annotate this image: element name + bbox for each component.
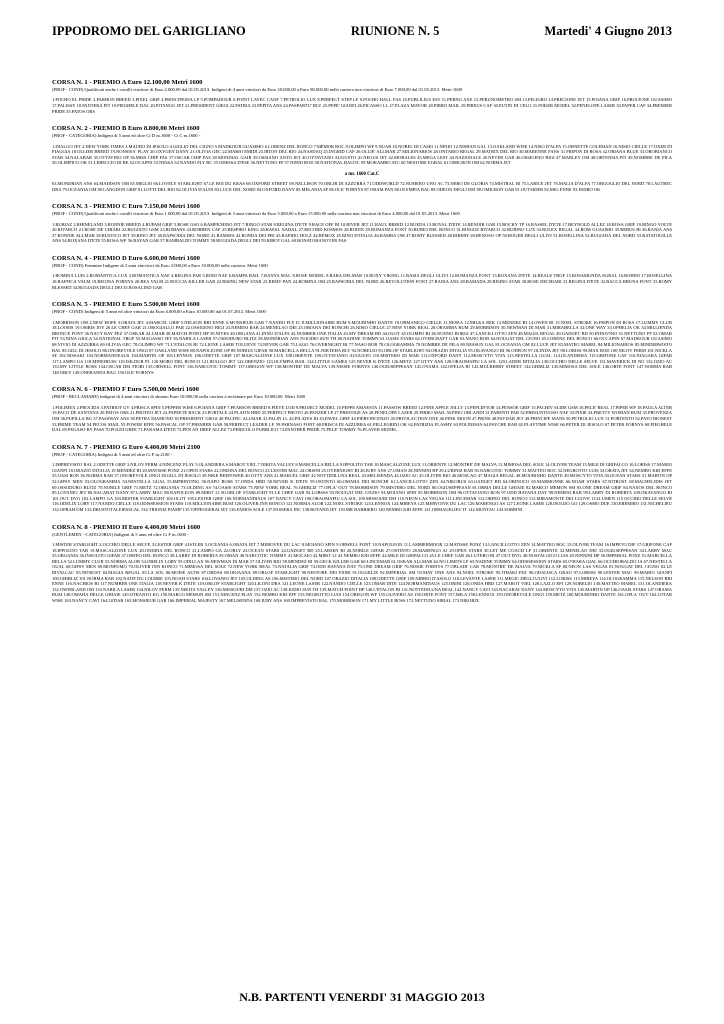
race-conditions: (PROF - COND) Indigeni di 5 anni ed oltre vincitori da Euro 4.000,00 a Euro 10.000,00 dal 01.07.2012. Metri 1600 [52, 309, 266, 315]
race-entries: 1.ROMINA LUIS 2.ROMANTICA LUX 3.ROMANTICA NAF 4.REGINA PAR 5.RODI NAF 6.RAMPA BAIL 7.RANYA MAC 8.ROSE MODEL 9.RARA DELMAR 10.ROXY VIKING 11.RASIA DEGLI ULIVI 12.ROMANZA FONT 13.ROXANA D'ETE 14.REALE TRGF 15.ROSAMUNDA EGRAL 16.ROHINI 17.ROSELLINA 18.RAFFICA VALM 19.REGINA FORNYS 20.REA VALM 21.ROCCIA KILLER GAR 22.RISING NEW STAR 23.REMY PAN 24.ROMINA OM 25.RAPSODIA DEL NORD 26.REVOLUTION FONT 27.RANIA ANS 28.RAMADA 29.RISING STAR 30.ROSE DECHIARI 31.REGINA D'ETE 32.RACCA BRUNA FONT 33.ROMY BLESSED 34.RUGIADA DEGLI DEI 35.ROSALIND GAR [52, 273, 672, 290]
race-entries: 1.IMPREVISTO RAL 2.ODETTE GRIF 3.NILOV FERM 4.NINCENZ PLAY 5.OLANDIERA 6.MAROT VIEL 7.NIKITA VALLEY 8.MARCELLA BELLA 9.IPPOLITO TAB 10.MASCALZONE LUX 11.ORIENTE 12.MONTRE' DE MALVA 13.MIMOSA DEL SOLE 14.OLIVER TEAM 15.MILE DI GRIFALCO 16.LORISS 17.MARIO GIANFI 18.ORAZIO DITALIA 19.MENDEZ BI 20.MATISSE PONZ 21.OPEN STARS 22.ONDINA DEL RONCO 23.LESTER MAC 24.ORSINI 25.OVERNIGHT BI 26.IURY ANS 27.OMAN 28.NINNINI HP 29.LUBINIZ RAB 30.NARCOTIC TOMMY 31.MATTEO ROC 32.NEGROTTO LUIS 33.ORATA JET 34.NEMBO KID EFFE 35.OASI RON 36.NORMA RAB 37.ONOREVOLE ONGI 38.GILL DI JESOLO 39.NIKE BEEPOWER 40.OTTY ANS 41.MARCEL GRIF 42.NOTTIDILUNA REAL 43.MELISENDA 44.OZIO AC 45.OLIVER BIO 46.MOSCAO 47.MAGIA REGAL 48.MOURINHO DANTE 49.MOSCYTO VITA 50.OCEAN STARS 51.MARTIN OP 52.GIPSY MEN 53.OLOGRAMMA 54.NESTELLA GUAL 55.IMPRINTING 56.NAPO ROSE 57.ONDA HBD 58.NEVER K D'ETE 59.OSTINTO 60.OMAHA DEI RONCHI 61.LANCILLOTTO ZEN 62.NIKOBUS 63.GADGET BD 64.ORINOCO 65.MARMONNE 66.NOAH STARS 67.NITROST 68.MACHELIDIS JET 69.OSSODURO BLITZ 70.NOBILE GRIF 71.METZ 72.ORGANIA 73.OLDING AS 74.OASIS STARS 75.NEW YORK REAL 76.GHIBLIZ 77.OPLA' OUT 78.MORRISON 79.MISTERO DEL NORD 80.OGIUSEPPESAN 81.ORMA DELLE GHIAIE 82.MARCO MEMON SM 83.ONE DREAM GRIF 84.NAXOS DEL RONCO 85.LOVANIO JET 86.NACARAT DANY 87.LARRY MAC 88.NAPOLEON 89.MIRO' LI 90.ORLOF STARLIGHT 91.LE CHEF GAR 92.LOBSSS 93.NOUGAT DEL CIGNO 94.MOIANO SPIN 95.MORRISON OM 96.OTTAVIANO RON 97.ODD HAVANA DAY 98.NEMESI RAB 99.LARRY DI ROBERTA 100.OKAVANGO BI 101.OUT DVG 102.LAMPO GA 103.MISTER STARLIGHT 104.OLOT 105.LESTER GRIF 106.NORMANDIAUS 107.NANCY CAVI 108.ORAOMAPIU LA SOL 109.MISSOURI DM 110.NEON LAS VEGAS 111.LINCEMAR 112.ORFEO DEL RONCO 113.MIRAMONTE DEI LUOVE 114.LUMEN 115.OCCHIO DELLE SELVE 116.ODELIX LORY 117.NANDO CIELLE 118.ODISSESSION STARS 119.MILLIONAIRE RUM 120.OLIVER INN RONCO 121.NORMA ALOR 122.NOEL STROKE 123.LENNOX 124.MIREYA 125.MERVOIVE DU LAC 126.MARENGO AS 127.LEONE LASER 128.ISOLDO GO 129.OSMO DUE 130.EREMIRO 131.NICHELIEU 132.OPRAH OM 133.DRUSTOTALEIPASCAL 134.TRIONIZ PIAMP 135.TIFPEOGERAI JET 136.FAMOS SOLE 137.PASSERA INC 138.ROTAND JET 139.MR BARBIERO 140.NEMBO KID EFFE 141.ORMAGELIEU IT 142.MUNTAU 143.SORRINI [52, 462, 672, 512]
meeting-number: RIUNIONE N. 5 [350, 24, 440, 38]
race-subtitle: a mt. 1600 Cat.C [344, 171, 380, 177]
race-title: CORSA N. 2 - PREMIO B Euro 8.800,00 Metri 1600 [52, 125, 200, 133]
race-title: CORSA N. 5 - PREMIO E Euro 5.500,00 Metri 1600 [52, 301, 200, 309]
race-conditions: (GENTLEMEN - CATEGORIA) Indigeni di 5 anni ed oltre Ct F m.1600 - [52, 531, 189, 537]
race-entries: 1.POLIMEX 2.PROCIDA 3.PATRIOT GV 4.PRISCA SPIN 5.PEPPER WISE 6.POIANA GRIF 7.PEARSON BREED 8.PIEVE LOD 9.PROJECT MODEL 10.PEPPE AMAESTA 11.PASSOW BREED 12.PINE APPLE JOLLY 13.PEPLEFTOR 14.PENSOE GRIF 15.PACHIV SLIDE GSM 16.PELE' REAL 17.PIPER WF 18.PAULA ALTER 19.PACO DE SANTANA 20.PATOS ORS 21.PROTEO JET 22.PAPEETE BACK 23.PORTALE 24.PLATIN HBD 25.PERFECT PHOTO 26.PANZER LP 27.PRESTIGE AS 28.PENELOPE LASER 29.PIRRO MAIL 30.PINO ORLANDI 31.PARENTI PAR 32.PRESUNTUOSO NAF 33.PIXIE 34.PRETTY WOMAN RUM 35.PROVENZA OM 36.PUPILLA BG 37.PASSWAY ANS 38.PETRA DIAMOND 39.PRESIDENT GIEGI 40.PACIFIC ALLMAR 41.PALIN LL 42.PILATES BI 43.PAVEL GRIF 44.PIERVINCENZO 45.PRIVILACTION ONE 46.PINK MOON 47.PRINS 48.PAYDAR JET 49.PRINCIPE MANS 50.PETROLIO LUX 51.PORTENTO 52.PATO BIONEST 53.PRIME TEAM 54.PECOS MAIL 55.POWER EFFE 56.PASCAL OP 57.PREMIER GAR 58.PERFECT LEADER LF 59.PARNASO FONT 60.PRISCA DI AZZURRA 61.PELLEGRINI OK 62.PATRIZIA FLASHY 63.POLINESIA 64.PSYCHE RAB 65.PLAYTIME WISE 66.PETER DI JESOLO 67.PETER FORNYS 68.PIEGHELE DAL 69.PEGASO BY PASS 70.POLDI GREE 71.PANAMA D'ETE 72.PEN AN DREF ALLEZ 73.PERICOLO PUBBLICO 74.PANTHER PRIDE 75.PELE' TOMMY 76.PLAYER MODEL [52, 404, 672, 433]
race-title: CORSA N. 1 - PREMIO A Euro 12.100,00 Metri 1600 [52, 79, 203, 86]
race-conditions: (PROF - CATEGORIA) Indigeni di 5 anni ed oltre Ct F m.2100 - [52, 451, 173, 457]
meeting-date: Martedi' 4 Giugno 2013 [544, 24, 672, 38]
race-title: CORSA N. 8 - PREMIO H Euro 4.400,00 Metri 1600 [52, 523, 201, 531]
race-6 [52, 386, 672, 432]
race-entries: 1.RUBIAZ 2.RHINELAND 3.RONNIE BREED 4.RUPAM GRIF 5.ROSE GSO 6.RAMPICHINO JET 7.RINGO STAR 8.REGINA D'ETE 9.RACE OFF BI 10.RIVER JET 11.RAUL BREED 12.RUEDA 13.ROYAL D'ETE 14.RENOIR GAR 15.ROCKY TP 16.RASSEL D'ETE 17.REYNOLD ALLEZ 18.ROSA GRIF 19.RINGO VOLTE 20.RIVARCO 21.ROSE DE CHIARI 22.RUGGITO GSM 23.ROMANS 24.ROBBEN CAF 25.RESPIRO KING 26.RAFAL NADAL 27.RECORD KOSMOS 28.RODIN 29.ROMANZA FONT 30.RUBIO DEL RONCO 31.RINGOZ RIVARCO 32.RUBINO LUX 33.ROLEX REGAL 34.ROM GUASIMO 35.REBUS BI 36.RANIA ANS 37.RONNIE ALLMAR 38.RUSTICO JET 39.RINO JET 40.RAPSODIA DEL NORD 41.RAMSES 42.RONDA DEI PRI 43.RAPIDO HOLZ 44.REMOX 45.RINO D'ITALIA 46.RAMBA OM 47.ROMY BLESSED 48.RIBERY 49.RENOSO OP 50.ROGER DEGLI ULIVI 51.ROSELLINA 52.RUGIADA DEL NORD 53.RATATOUILLE ANS 54.ROXANA D'ETE 55.ROSA WF 56.RAYAN GAR 57.RAMBALDO TOMMY 58.RUGIADA DEGLI DEI 59.RIBOT GAL 60.RONATOHANOVER FAS [52, 221, 672, 244]
venue-title: IPPODROMO DEL GARIGLIANO [52, 24, 246, 38]
race-conditions: (PROF - COND) Qualificati anche i cavalli vincitori di Euro 1.000,00 dal 01.05.2013. Indigeni di 3 anni vincitori da Euro 5.000,00 a Euro 15.000,00 nella carriera non vincitori di Euro 4.000,00 dal 01.05.2013. Metri 1600 [52, 211, 460, 217]
race-conditions: (PROF - COND) Qualificati anche i cavalli vincitori di Euro 2.000,00 dal 01.05.2013. Indigeni di 4 anni vincitori da Euro 20.000,00 a Euro 80.000,00 nella carriera non vincitori di Euro 7.000,00 dal 01.05.2013. Metri 1600 [52, 87, 463, 92]
race-card-page [52, 24, 672, 615]
race-title: CORSA N. 4 - PREMIO D Euro 6.600,00 Metri 1600 [52, 254, 200, 262]
race-1 [52, 79, 672, 114]
race-conditions: (PROF - CATEGORIA) Indigeni di 5 anni ed oltre Ct D m.1600 - Ct C m.1600 - [52, 133, 201, 139]
page-header [52, 24, 672, 39]
race-4 [52, 255, 672, 290]
race-conditions: (PROF - COND) Femmine Indigene di 3 anni vincitrici da Euro 3.000,00 a Euro 10.000,00 nella carriera. Metri 1600 [52, 262, 268, 268]
race-title: CORSA N. 7 - PREMIO G Euro 4.400,00 Metri 2100 [52, 443, 201, 451]
footer-note: N.B. PARTENTI VENERDI' 31 MAGGIO 2013 [239, 990, 485, 1004]
race-8 [52, 524, 672, 604]
race-2 [52, 125, 672, 192]
race-entries-second-group: 63.MONDRIAN ANS 64.MADISON OM 65.MIGLIO 66.LOVELY STARLIGHT 67.LE ROI DU KRAS 68.OXFORD STREET 69.NELLISON 70.OBLIR DI AZZURRA 71.ODDWORLD 72.NUMERO UNO AC 73.NERO DE GLORIA 74.MISTRAL BI 75.LARICE JET 76.MALIA D'ALFA 77.ORGOGLIO DEL NORD 78.LAUTREC DRA 79.OCEANIA OM 80.LANGDON GRIF 81.LOTTI DEL RIO 82.OLIVIA D'ALFA 83.LUCE DEL NORD 84.OXFORD DANY 85.MELANIA SF 86.OLE' FORNYS 87.ORAM PAN 88.OLYMPIA BAL 89.ODEON DEGLI DEI 90.OMICRON GAR 91.OUTSIDER 92.MIG ENNE 93.INDRO OK [52, 180, 672, 192]
race-entries: 1.POCHO EL PRIDE 2.PARHON BREED 3.PIXEL GRIF 4.PRINCIPESSA LP 5.POMPADOUR 6.POINT LAVEC CANF 7.PETROLIO LUX 8.PERFECT STEP LF 9.POCHO HALL FAS 10.PUBLILIUS EST 11.PERNO AXE 12.PERUNOMETRO SM 13.PELIGRO 14.PRECIONE JET 15.POIANA GRIF 16.PROCIONE GUASIMO 17.PALISSY 18.PANTERA PIT 19.PIEGHELE DAL 20.PITANGO JET 21.PRESIDENT GIEGI 22.PATRIA 23.PEPITA ANS 24.PASPARTU' BLV 25.PEPE' GIANFI 26.PICASSO LL 27.PLAZA MAYOR 28.PIRRO MAIL 29.PIREUS CAF 30.PUTIN DI CELO 31.POKER MODEL 32.PENELOPE LASER 33.PAPER CAF 34.PREMIER PRIDE 35.PATOS ORS [52, 97, 672, 114]
race-conditions: (PROF - RECLAMARE) Indigeni di 4 anni vincitori di almeno Euro 10.000,00 nella carriera a reclamare per Euro 10.000,00. Metri 1600 [52, 394, 306, 400]
race-5 [52, 301, 672, 375]
race-entries: 1.DIALGO JET 2.NEW YORK TIMES 3.MAURO DI JESOLO 4.GIGLIO DEL CIGNO 5.MADKOUR GUASIMO 6.LORENZ DEL RONCO 7.MEMOR ROC 8.OLIMPO WF 9.NUAR 10.NOBEL DI CASEI 11.NINIO 12.NISHAN GAL 13.OAKLAND WISE 14.NISO D'ALFA 15.ORNETTE COLEMAN 16.NISIO CIELLE 17.OXER DI PIAGGIA 18.OLLIER BREED 19.NONSISA' PLAY 20.OXYGEN DANY 21.OLIVIA GEC 22.MARIO EMIDI 23.IRTON DEL RIO 24.NASDAQ 25.INGRID CAF 26.OLLIE' ALLMAR 27.MILIONARIOS 28.ONTARIO REGAL 29.MATRIX DEL RIO 30.MARENNE FANS 31.FRIPON DI ROSA 32.ORIANA BLUE 33.OROBIANCO STAR 34.NALABAR 35.OTTAVINO OP 36.MISS CHIP FAS 37.OSCAR CHIP FAS 38.MONDIAL GAIR 39.OSSIANO ANTO JET 40.OTTAVIANO AUGUSTO 41.NEGUS JET 42.MORALES 43.MEGA LEST 44.NAZIONALE 45.NEVER GAR 46.OSSIGENO BIGI 47.MARLEY OM 48.ORTENSIA PIT 49.NOMBRE DE PILA 50.OLIMPICO OK 51.LEBECCIO DI RE 52.OCAPPA 53.NESSA 54.NANDO FLY RC 55.ODESSA D'ESE 56.NETTUNO FP 57.NINNI ROD 58.NATIONAL BALTIC 59.MOKAMBO ATC 60.NESTORE EGRAL 61.OMICRON OM 62.NORMA JET [52, 143, 672, 166]
race-7 [52, 444, 672, 513]
race-title: CORSA N. 6 - PREMIO F Euro 5.500,00 Metri 1600 [52, 386, 199, 394]
race-3 [52, 203, 672, 244]
race-title: CORSA N. 3 - PREMIO C Euro 7.150,00 Metri 1600 [52, 203, 200, 211]
race-entries: 1.MORRISON OM 2.NEW HOPE 3.ORATA JET 4.MARCEL GRIF 5.NELSON BRI ENNE 6.MONSIEUR GAR 7.NANDO FLY IC 8.MILLIONAIRE RUM 9.MOURINHO DANTE 10.ORMANICO CIELLE 11.NESEA 12.MILKA REK 13.MENDEZ BI 14.OWEN BI 15.NOEL STROKE 16.FRIPON DI ROSA 17.LUMMY CLUB 18.LOOSIS 19.OSIRIS JOY 20.LE CHEF GAR 21.OROGIALLO PAR 22.OSSIGENO BIGI 23.NEMESI RAB 24.MENELAO DEI 25.ORIANA DEI RONCHI 26.NISIO CIELLE 27.NEW YORK REAL 28.ORAMMA RUM 29.MORRISON 30.NEWMAN DI MAR 31.MIRABELLA 32.ONE WAY 33.OPHELIA OK 34.MILLIENDA BRONCE FONT 36.NACY RAY FEZ 37.OSKAR ALLMAR 38.MATCH POINT HP 39.NIVES 40.ORGANA 41.INNO D'ALFA 42.NUMBER ONE ITALIA 43.MY DREAM BD 44.OLOT 45.OLIMPO BI 46.NONNO BORGI 47.LANCILLOTTO ZEN 48.MAGIA REGAL 49.GADGET BD 50.INDOVINO 51.NETTUNO FP 52.OMAR PIT 53.NINA GIULA 54.NATIONAL TRGF 55.MAGASSO JET 56.NABILA LASER 57.OSSODURO BLITZ 58.MONDRIAN ANS 59.IODIO SUN TH 60.NADINE TOMMY 61.OASIS STARS 62.OVERCRAFT GAR 63.NANO ROB 64.NOUGAT DEL CIGNO 65.LORENZ DEL RONCO 66.OCCAPPA 67.MADKOUR GUASIMO 68.VIVIO DI AZZURRA 69.OLIVIA GEC 70.OLIMPO WF 71.L'ETALON BI 72.LIONE LASER TOLUEVE 74.NEVER GAR 75.LAGO 76.OVERNIGHT BI 77.NASO ROB 78.OLOGRAMMA 79.NOMBRE DE PILA 80.NESSUN GAL 81.OCEANIA OM 82.LUCE JET 83.MATEO MABEL 84.MILIONARIOS 85.MINDERWISTO BAL 85.GILL DI JESOLO 86.ONOREVOLE ONGI 87.OAKLAND WISE 88.NAPOLEONE OP 89.NOBILE GIFAR 90.MARCELLA BELLA 91.NIKTEHA BLV 92.NOBELIO 93.ORLOF STARLIGHT 94.ORAZIO DITALIA 95.OKAVANGO BI 96.ODEON 97.OLINDA JET 98.LORISS 99.MAX ROD 100.NILOV FERM 101.NICKLA SF 102.NISSAKI 103.NORMANDEAUS 104.MARTIN OP 105.LENNOX 106.ODETTE GRIF 107.MASCALZONE LUX 108.ORIENTE 109.OTTAVIANO AUGUSTO 110.MISTERO DI MAR 111.OXFORD DANY 112.MOSCYTO VITA 113.NESTELLA GUAL 114.OLANDIERA 115.GRIFONE CAF 116.NIAGARA GIFAR 117.LAMPO GA 118.MINEIRUSS 119.ISILDUR PL 120.MORO DEL RONCO 121.IDALGO JET 122.ORENZIO 123.OLYMPIA BAIL 124.LITTLE GAMES 125.NEVER K D'ETE 126.METZ 127.OTTY ANS 128.ORAOMAPIU LA SOL 129.LADER DITALIA 130.OCCHIO DELLE SELVE 131.MAVERICK DI NO 132.OZIO AC 133.MY LITTLE BOSS 134.OSCAR DEI FIORI 135.ORWELL FONT 136.NARCOTIC TOMMY 137.OREGON WF 138.MONTRE' DE MALVA 139.NISSIE FORNYS 140.OGIUSEPPESAN 141.OYAMA 142.OFELIA BI 143.MULBERRY STREET 144.GHIBLIZ 145.MIMOSA DEL SOLE 146.ORTE FONT 147.NORMA RAB 148.ORLY 149.ONERANDA BAG 150.OLE' FORNYS [52, 319, 672, 375]
race-entries: 1.MISTER STARLIGHT 2.OCCHIO DELLE SELVE 3.LESTER GRIF 4.ISTLER 5.OCEANIA 6.ORATA JET 7.MEROVEE DU LAC 8.MOIANO SPIN 9.ORWELL FONT 10.NAPOLEON 11.LAMMERMOOR 12.MATISSE PONZ 13.LANCILLOTTO ZEN 14.MATTEO ROC 15.OLIVER TEAM 16.IMPETO DIF 17.GRIFONE CAF 18.IPPOLITO TAB 19.MASCALZONE LUX 20.ONDINA DEL RONCO 21.LAMPO GA 22.ORLY 23.OCEAN STARS 24.GADGET BD 25.LARSEN BI 26.NOBILE GIFAR 27.OSTINTO 28.MARENGO AJ 29.OPEN STARS 30.LET ME COACH LF 31.ORIENTE 32.MENELAO DEI 33.OGIUSEPPESAN 34.LARRY MAC 35.ORGANIA 36.INSOLITO GIFAR 37.ORFEO DEL RONCO 38.LARRY DI ROBERTA 39.OMAN 40.NARCOTIC TOMMY 41.MOCAIO 42.MIRO' LI 43.NEMBO KID EFFE 44.MILE DI GRIFALCO 45.LE CHEF GAR 46.LUTERO BI 47.OUT DVG 48.NOSTALGICO LUIS 49.NINNINI HP 50.IMPERIAL PONZ 51.MARCELLA BELLA 52.LUMMY CLUB 53.NORMA ALOR 54.OBELIX LORY 55.ODILLAX 56.NEWMAN DI MAR 57.OLIVER BIO 58.MENDEZ BI 59.GECK KILLER GAR 60.LINCEMAR 61.OSKAR ALLMAR 62.NO LIMITS LF 63.NADINE TOMMY 64.ODISSESSION STARS 65.O'HARA GIAL 66.OCCHIOBALDO JA 67.NESTELLA GUAL 68.GIPSY MEN 69.MONFUMO 70.OLIVER INN RONCO 71.MIMOSA DEL SOLE 72.NEW YORK REAL 73.NATALIA GRIF 74.ODD HAVANA DAY 75.ONE DREAM GRIF 76.NISSIE FORNYS 77.OBLADI' CAR 78.MONTRE' DE MALVA 79.NICKLA SF 80.NEON LAS VEGAS 81.NOUGAT DEL CIGNO 82.LE BIVALLAC 83.NITROST 84.MAGIA REGAL 85.LA SOL 86.MOISE ALTIS 87.ORDAS 88.OKIAANA 89.ORLOF STARLIGHT 90.NESTORE DEI FIORI 91.OGGELIX 92.IMPERIAL SM 93.MAY ONE ANS 94.NOEL STROKE 95.ITHAKI FEZ 96.ODALISCA GRAO 97.LOBSSS 98.LESTER MAC 99.MARIO GIANFI 100.GHIBLIZ 101.NORMA RAB 102.NATIF DU LOURRE 103.NOAH STARS 104.LOVANIO JET 105.OLDING AS 106.MISTERO DEL NORD 107.ORAZIO DITALIA 108.ODETTE GRIF 109.NIBBIO D'ASOLO 110.LEVANTE LASER 111.MEGIC DEGLI ULIVI 112.LORISS 113.MIREYA 114.OLOGRAMMA 115.NELSON BRI ENNE 116.NACHIOS BI 117.NUMBER ONE ITALIA 118.NEVER K D'ETE 119.ORLOF STARLIGHT 120.LILONI DRA 121.LEONE LASER 122.NANDO CIELLE 123.OMAR DITE 124.NORMANDIAUS 125.ORINI 126.ONDA HBD 127.MAROT VIEL 128.LAZLO EPI 129.NOBELIO 130.MATTEO MABEL 131.OLANDIERA 132.OWERLAND OM 133.NABILA LASER 134.NILOV FERM 135.NIKITA VALLEY 136.MISSOURI DM 137.OZIO AC 138.IODIO SUN TH 139.MATCH POINT HP 140.L'ETALON BI 141.NOTTEDILUNA REAL 142.NANCY CAVI 143.NACARAT DANY 144.MOSCYTO VITA 145.MARTIN OP 146.OASIS STARS 147.ORAMA RUM 148.OMAHA DELLE GHIAIE 149.OTRANTO KG 150.MARCO MEMON SM 151.NINCENZ PLAY 152.NEMBO KID EFF 153.NEGROTTO LUIS 154.OREGON WF 155.OLIVERO AS 156.ORTE FONT 157.MILA 158.LENNOX 159.ONOREVOLE ONGI 159.METZ 160.MOURINHO DANTE 161.OPLA' OUT 162.LOTAR WISE 163.NANCY CAVI 164.LEDAR 165.MONSIEUR GAR 166.IMPERIAL MAJESTY 167.MELISENDA 168.IURY ANS 169.IMPREVISTO RAL 170.MORRISON 171.MY LITTLE BOSS 172.NETTUNO SIRIAL 173.NIKORIX [52, 542, 672, 603]
